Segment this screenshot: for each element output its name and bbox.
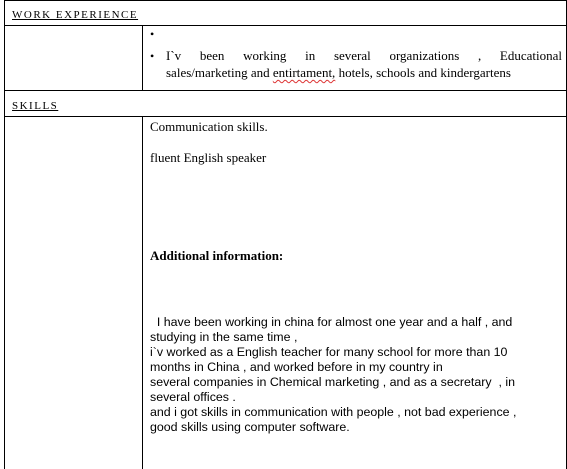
work-experience-text [166,47,562,81]
column-divider-upper [142,25,143,90]
row-divider-2 [4,90,567,91]
skills-line-communication: Communication skills. [150,119,268,134]
info-line: good skills using computer software. [150,420,350,434]
bullet-marker: • [150,49,155,63]
misspelled-word: entirtament, [272,65,336,80]
info-line: studying in the same time , [150,330,298,344]
additional-info-heading: Additional information: [150,248,284,263]
left-border [4,0,5,469]
info-line: months in China , and worked before in my country in [150,360,443,374]
top-border [4,0,567,1]
row-divider-3 [4,116,567,117]
info-line: and i got skills in communication with people , not bad experience , [150,405,517,419]
column-divider-lower [142,116,143,469]
work-experience-line-2: sales/marketing and entirtament, hotels, schools and kindergartens [166,65,511,80]
work-experience-line-1: I`v been working in several organizations , Educational [166,48,562,63]
skills-heading: SKILLS [12,100,59,112]
work-experience-heading: WORK EXPERIENCE [12,9,139,21]
row-divider-1 [4,25,567,26]
info-line: several companies in Chemical marketing , and as a secretary , in [150,375,515,389]
empty-bullet: • [150,27,155,41]
info-line: I have been working in china for almost one year and a half , and [150,315,513,329]
skills-line-english: fluent English speaker [150,150,267,165]
additional-info-paragraph [150,315,562,435]
info-line: several offices . [150,390,236,404]
info-line: i`v worked as a English teacher for many school for more than 10 [150,345,508,359]
